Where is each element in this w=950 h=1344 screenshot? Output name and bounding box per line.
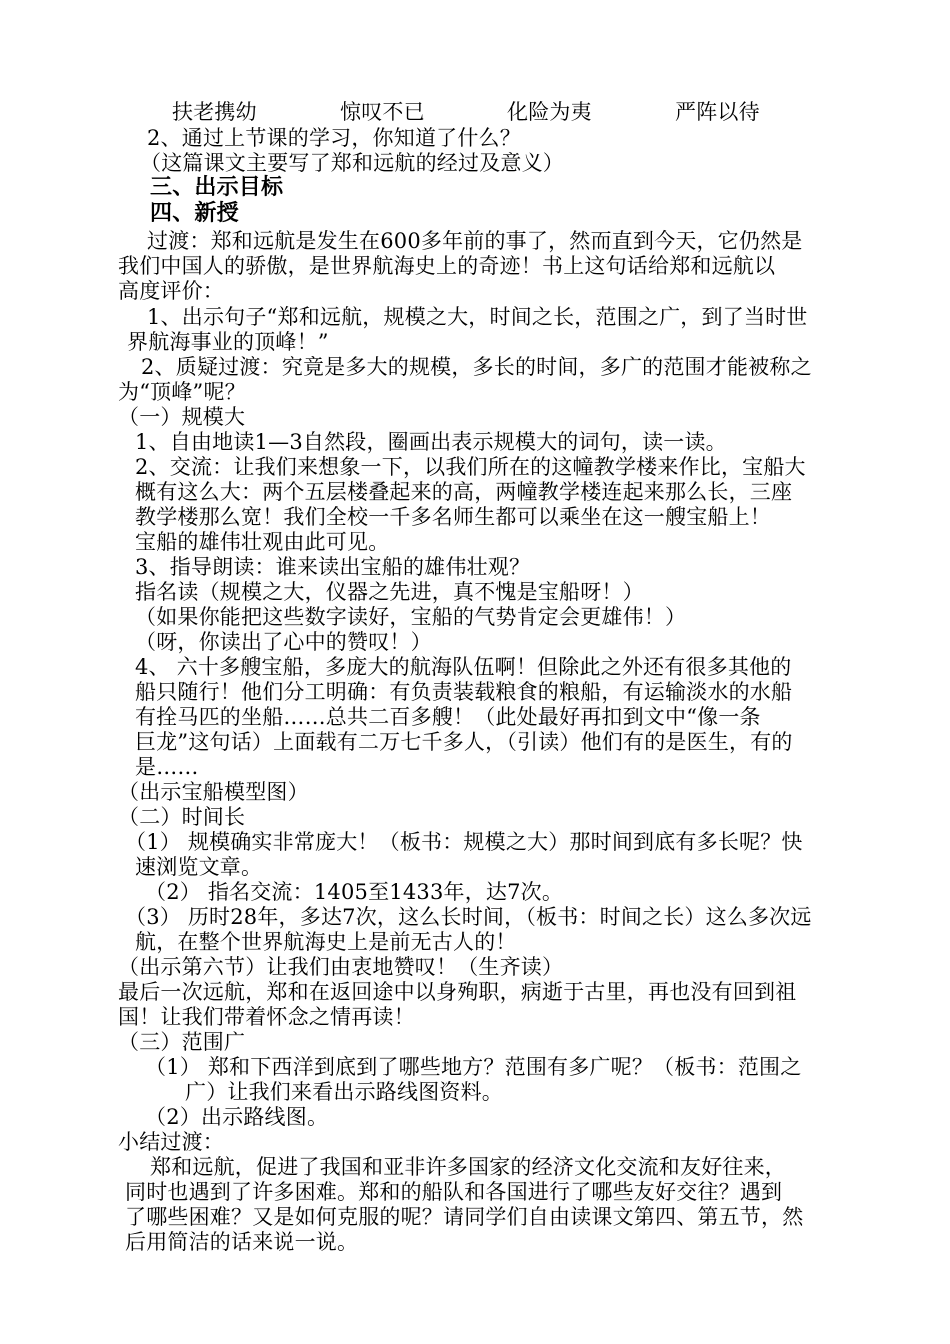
subsection-heading: （三）范围广 xyxy=(118,1030,246,1054)
subsection-heading: （一）规模大 xyxy=(118,405,246,429)
body-line: 4、 六十多艘宝船，多庞大的航海队伍啊！但除此之外还有很多其他的 xyxy=(135,655,792,679)
body-line: （如果你能把这些数字读好，宝船的气势肯定会更雄伟！） xyxy=(135,605,687,629)
body-line: （2）出示路线图。 xyxy=(145,1105,329,1129)
body-line: 2、质疑过渡：究竟是多大的规模，多长的时间，多广的范围才能被称之 xyxy=(141,355,812,379)
vocab-word: 严阵以待 xyxy=(675,100,760,124)
body-line: （1） 郑和下西洋到底到了哪些地方？范围有多广呢？（板书：范围之 xyxy=(145,1055,802,1079)
body-line: 界航海事业的顶峰！” xyxy=(127,330,329,354)
body-line: 3、指导朗读：谁来读出宝船的雄伟壮观？ xyxy=(135,555,531,579)
body-line: 船只随行！他们分工明确：有负责装载粮食的粮船，有运输淡水的水船 xyxy=(135,680,793,704)
body-line: 有拴马匹的坐船……总共二百多艘！（此处最好再扣到文中“像一条 xyxy=(135,705,761,729)
body-line: 最后一次远航，郑和在返回途中以身殉职，病逝于古里，再也没有回到祖 xyxy=(118,980,797,1004)
body-line: 速浏览文章。 xyxy=(135,855,263,879)
body-line: （出示第六节）让我们由衷地赞叹！（生齐读） xyxy=(118,955,564,979)
body-line: （3） 历时28年，多达7次，这么长时间，（板书：时间之长）这么多次远 xyxy=(125,905,812,929)
body-line: 指名读（规模之大，仪器之先进，真不愧是宝船呀！） xyxy=(135,580,644,604)
body-line: 小结过渡： xyxy=(118,1130,224,1154)
body-line: （呀，你读出了心中的赞叹！） xyxy=(135,630,432,654)
body-line: 高度评价： xyxy=(118,279,224,303)
body-line: 概有这么大：两个五层楼叠起来的高，两幢教学楼连起来那么长，三座 xyxy=(135,480,793,504)
question-line: 2、通过上节课的学习，你知道了什么？ xyxy=(147,126,521,150)
section-heading: 三、出示目标 xyxy=(150,175,284,200)
vocab-word: 扶老携幼 xyxy=(172,100,257,124)
body-line: 郑和远航，促进了我国和亚非许多国家的经济文化交流和友好往来， xyxy=(150,1155,786,1179)
body-line: 1、自由地读1—3自然段，圈画出表示规模大的词句，读一读。 xyxy=(135,430,727,454)
body-line: 教学楼那么宽！我们全校一千多名师生都可以乘坐在这一艘宝船上！ xyxy=(135,505,771,529)
body-line: 为“顶峰”呢？ xyxy=(118,380,246,404)
body-line: 同时也遇到了许多困难。郑和的船队和各国进行了哪些友好交往？遇到 xyxy=(125,1180,783,1204)
body-line: 国！让我们带着怀念之情再读！ xyxy=(118,1005,415,1029)
body-line: （1） 规模确实非常庞大！（板书：规模之大）那时间到底有多长呢？快 xyxy=(125,830,803,854)
body-line: 宝船的雄伟壮观由此可见。 xyxy=(135,530,390,554)
body-line: （出示宝船模型图） xyxy=(118,780,309,804)
subsection-heading: （二）时间长 xyxy=(118,805,246,829)
body-line: 我们中国人的骄傲，是世界航海史上的奇迹！书上这句话给郑和远航以 xyxy=(118,254,776,278)
body-line: 航，在整个世界航海史上是前无古人的！ xyxy=(135,930,517,954)
body-line: 巨龙”这句话）上面载有二万七千多人，（引读）他们有的是医生，有的 xyxy=(135,730,793,754)
body-line: 了哪些困难？又是如何克服的呢？请同学们自由读课文第四、第五节，然 xyxy=(125,1205,804,1229)
vocab-word: 化险为夷 xyxy=(507,100,592,124)
body-line: 是…… xyxy=(135,755,199,779)
body-line: 广）让我们来看出示路线图资料。 xyxy=(185,1080,503,1104)
body-line: 过渡：郑和远航是发生在600多年前的事了，然而直到今天，它仍然是 xyxy=(147,229,803,253)
answer-line: （这篇课文主要写了郑和远航的经过及意义） xyxy=(140,151,564,175)
body-line: 后用简洁的话来说一说。 xyxy=(125,1230,359,1254)
vocab-word: 惊叹不已 xyxy=(340,100,425,124)
body-line: （2） 指名交流：1405至1433年，达7次。 xyxy=(145,880,564,904)
body-line: 1、出示句子“郑和远航，规模之大，时间之长，范围之广，到了当时世 xyxy=(147,305,808,329)
body-line: 2、交流：让我们来想象一下，以我们所在的这幢教学楼来作比，宝船大 xyxy=(135,455,806,479)
section-heading: 四、新授 xyxy=(150,201,239,226)
